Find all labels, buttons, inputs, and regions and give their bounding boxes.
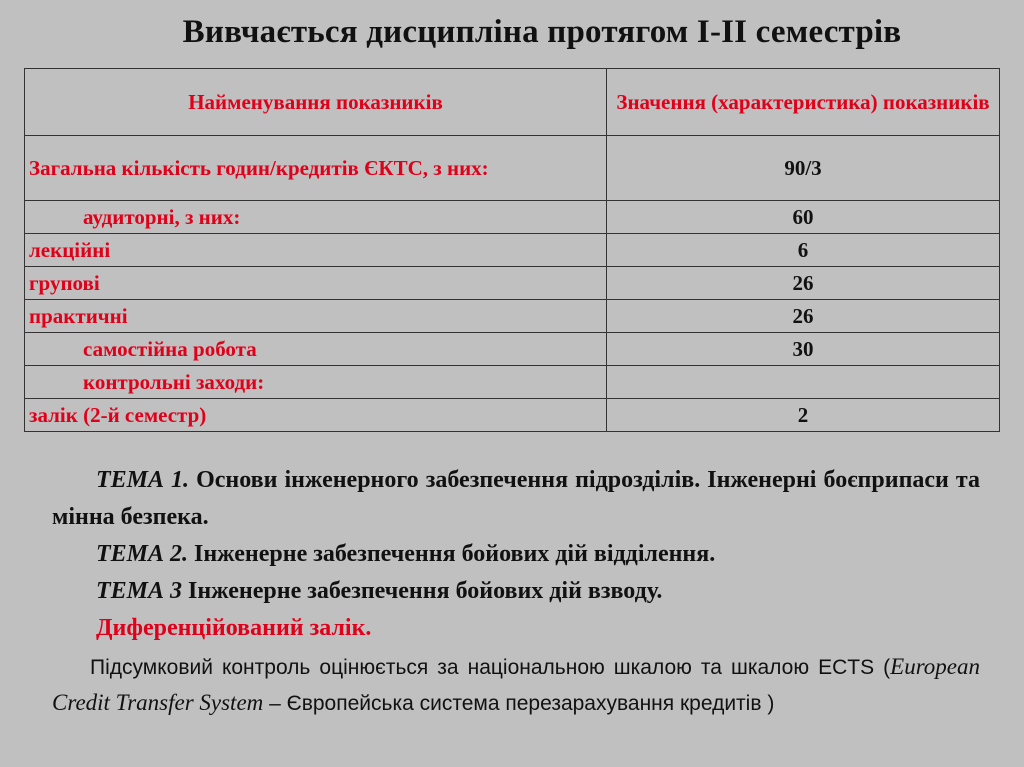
row-value-group: 26 [607,267,1000,300]
row-value-total: 90/3 [607,136,1000,201]
table-header-row [25,69,1000,136]
page-title: Вивчається дисципліна протягом І-ІІ семестрів [182,14,902,50]
table-row [25,234,1000,267]
row-value-control [607,366,1000,399]
differentiated-credit: Диференційований залік. [96,615,372,641]
topic-2-lead: ТЕМА 2. [96,541,189,567]
table-row [25,267,1000,300]
summary-paragraph [52,649,980,721]
topic-2 [52,536,980,573]
topic-3-lead: ТЕМА 3 [96,578,183,604]
row-value-credit: 2 [607,399,1000,432]
row-name-total: Загальна кількість годин/кредитів ЄКТС, з них: [25,136,607,201]
topic-1-lead: ТЕМА 1. [96,467,190,493]
table-row [25,399,1000,432]
topic-2-text: Інженерне забезпечення бойових дій відділення. [188,541,716,567]
indicators-table [24,68,1000,432]
topic-1 [52,462,980,536]
table-row [25,300,1000,333]
topic-3 [52,573,980,610]
topics-section [52,462,980,721]
summary-ects-expansion: European Credit Transfer System [52,654,980,715]
row-name-auditory: аудиторні, з них: [25,201,607,234]
row-name-credit: залік (2-й семестр) [25,399,607,432]
header-indicator-name: Найменування показників [25,69,607,136]
header-indicator-value: Значення (характеристика) показників [607,69,1000,136]
row-name-group: групові [25,267,607,300]
row-name-control: контрольні заходи: [25,366,607,399]
table-row [25,366,1000,399]
summary-part-2: – Європейська система перезарахування кредитів ) [263,692,775,715]
row-name-self-study: самостійна робота [25,333,607,366]
table-row [25,201,1000,234]
row-value-lectures: 6 [607,234,1000,267]
table-row [25,136,1000,201]
row-name-practical: практичні [25,300,607,333]
row-value-practical: 26 [607,300,1000,333]
row-value-self-study: 30 [607,333,1000,366]
table-row [25,333,1000,366]
topic-1-text: Основи інженерного забезпечення підрозділів. Інженерні боєприпаси та мінна безпека. [52,467,980,530]
topic-3-text: Інженерне забезпечення бойових дій взводу. [182,578,663,604]
row-name-lectures: лекційні [25,234,607,267]
summary-part-1: Підсумковий контроль оцінюється за національною шкалою та шкалою ECTS ( [90,656,891,679]
row-value-auditory: 60 [607,201,1000,234]
